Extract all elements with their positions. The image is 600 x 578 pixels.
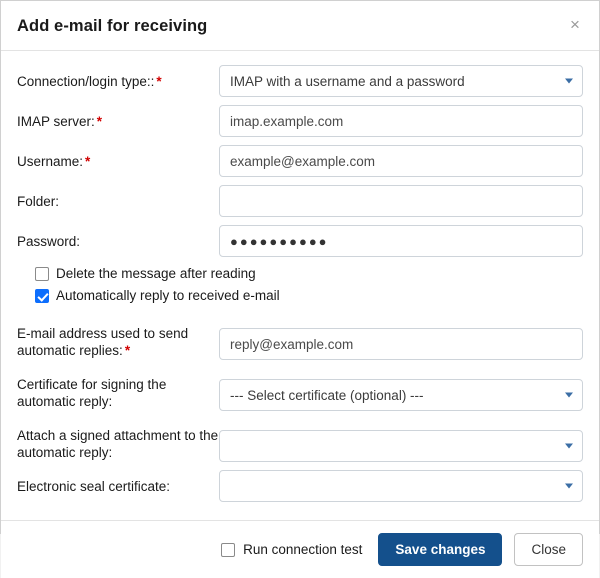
label-password-text: Password: [17, 234, 81, 249]
form-row-reply-address [17, 317, 583, 360]
chevron-down-icon [565, 79, 573, 84]
imap-server-input[interactable]: imap.example.com [219, 105, 583, 137]
field-password [219, 225, 583, 257]
save-changes-button[interactable]: Save changes [378, 533, 502, 566]
label-signing-certificate-text: Certificate for signing the automatic reply: [17, 377, 167, 409]
label-password [17, 225, 219, 250]
label-folder [17, 185, 219, 210]
label-signing-certificate [17, 368, 219, 410]
field-signing-certificate [219, 379, 583, 411]
label-reply-address-text: E-mail address used to send automatic replies: [17, 326, 189, 358]
run-connection-test-label: Run connection test [243, 542, 363, 557]
label-signed-attachment-text: Attach a signed attachment to the automatic reply: [17, 428, 219, 460]
electronic-seal-select[interactable] [219, 470, 583, 502]
label-connection-type [17, 65, 219, 90]
connection-type-select[interactable] [219, 65, 583, 97]
dialog-header [1, 1, 599, 51]
field-connection-type [219, 65, 583, 97]
signed-attachment-select[interactable] [219, 430, 583, 462]
label-signed-attachment [17, 419, 219, 461]
checkbox-row-auto-reply[interactable] [35, 288, 583, 303]
signing-certificate-select[interactable] [219, 379, 583, 411]
label-electronic-seal [17, 470, 219, 495]
auto-reply-label: Automatically reply to received e-mail [56, 288, 280, 303]
field-folder [219, 185, 583, 217]
required-marker: * [156, 74, 162, 89]
checkbox-row-run-connection-test[interactable] [221, 542, 362, 557]
required-marker: * [124, 343, 131, 358]
run-connection-test-checkbox[interactable] [221, 543, 235, 557]
folder-input[interactable] [219, 185, 583, 217]
chevron-down-icon [565, 393, 573, 398]
field-username [219, 145, 583, 177]
reply-address-input[interactable]: reply@example.com [219, 328, 583, 360]
form-row-imap-server [17, 105, 583, 137]
form-row-password [17, 225, 583, 257]
form-row-electronic-seal [17, 470, 583, 502]
form-row-signing-certificate [17, 368, 583, 411]
label-imap-server-text: IMAP server: [17, 114, 95, 129]
auto-reply-checkbox[interactable] [35, 289, 49, 303]
field-reply-address [219, 328, 583, 360]
close-icon[interactable]: × [570, 15, 580, 34]
dialog-body [1, 51, 599, 520]
checkbox-row-delete-after-reading[interactable] [35, 266, 583, 281]
label-folder-text: Folder: [17, 194, 60, 209]
signing-certificate-value: --- Select certificate (optional) --- [230, 387, 424, 403]
dialog-footer [1, 520, 599, 578]
chevron-down-icon [565, 444, 573, 449]
chevron-down-icon [565, 484, 573, 489]
label-reply-address [17, 317, 219, 359]
required-marker: * [96, 114, 103, 129]
form-row-signed-attachment [17, 419, 583, 462]
page-title: Add e-mail for receiving [17, 17, 208, 35]
delete-after-reading-label: Delete the message after reading [56, 266, 256, 281]
label-electronic-seal-text: Electronic seal certificate: [17, 479, 171, 494]
field-signed-attachment [219, 430, 583, 462]
password-input[interactable]: ●●●●●●●●●● [219, 225, 583, 257]
label-username [17, 145, 219, 170]
connection-type-value: IMAP with a username and a password [230, 73, 465, 89]
label-username-text: Username: [17, 154, 84, 169]
delete-after-reading-checkbox[interactable] [35, 267, 49, 281]
field-imap-server [219, 105, 583, 137]
username-input[interactable]: example@example.com [219, 145, 583, 177]
close-button[interactable]: Close [514, 533, 583, 566]
form-row-username [17, 145, 583, 177]
label-imap-server [17, 105, 219, 130]
required-marker: * [85, 154, 91, 169]
form-row-connection-type [17, 65, 583, 97]
label-connection-type-text: Connection/login type:: [17, 74, 155, 89]
form-row-folder [17, 185, 583, 217]
field-electronic-seal [219, 470, 583, 502]
